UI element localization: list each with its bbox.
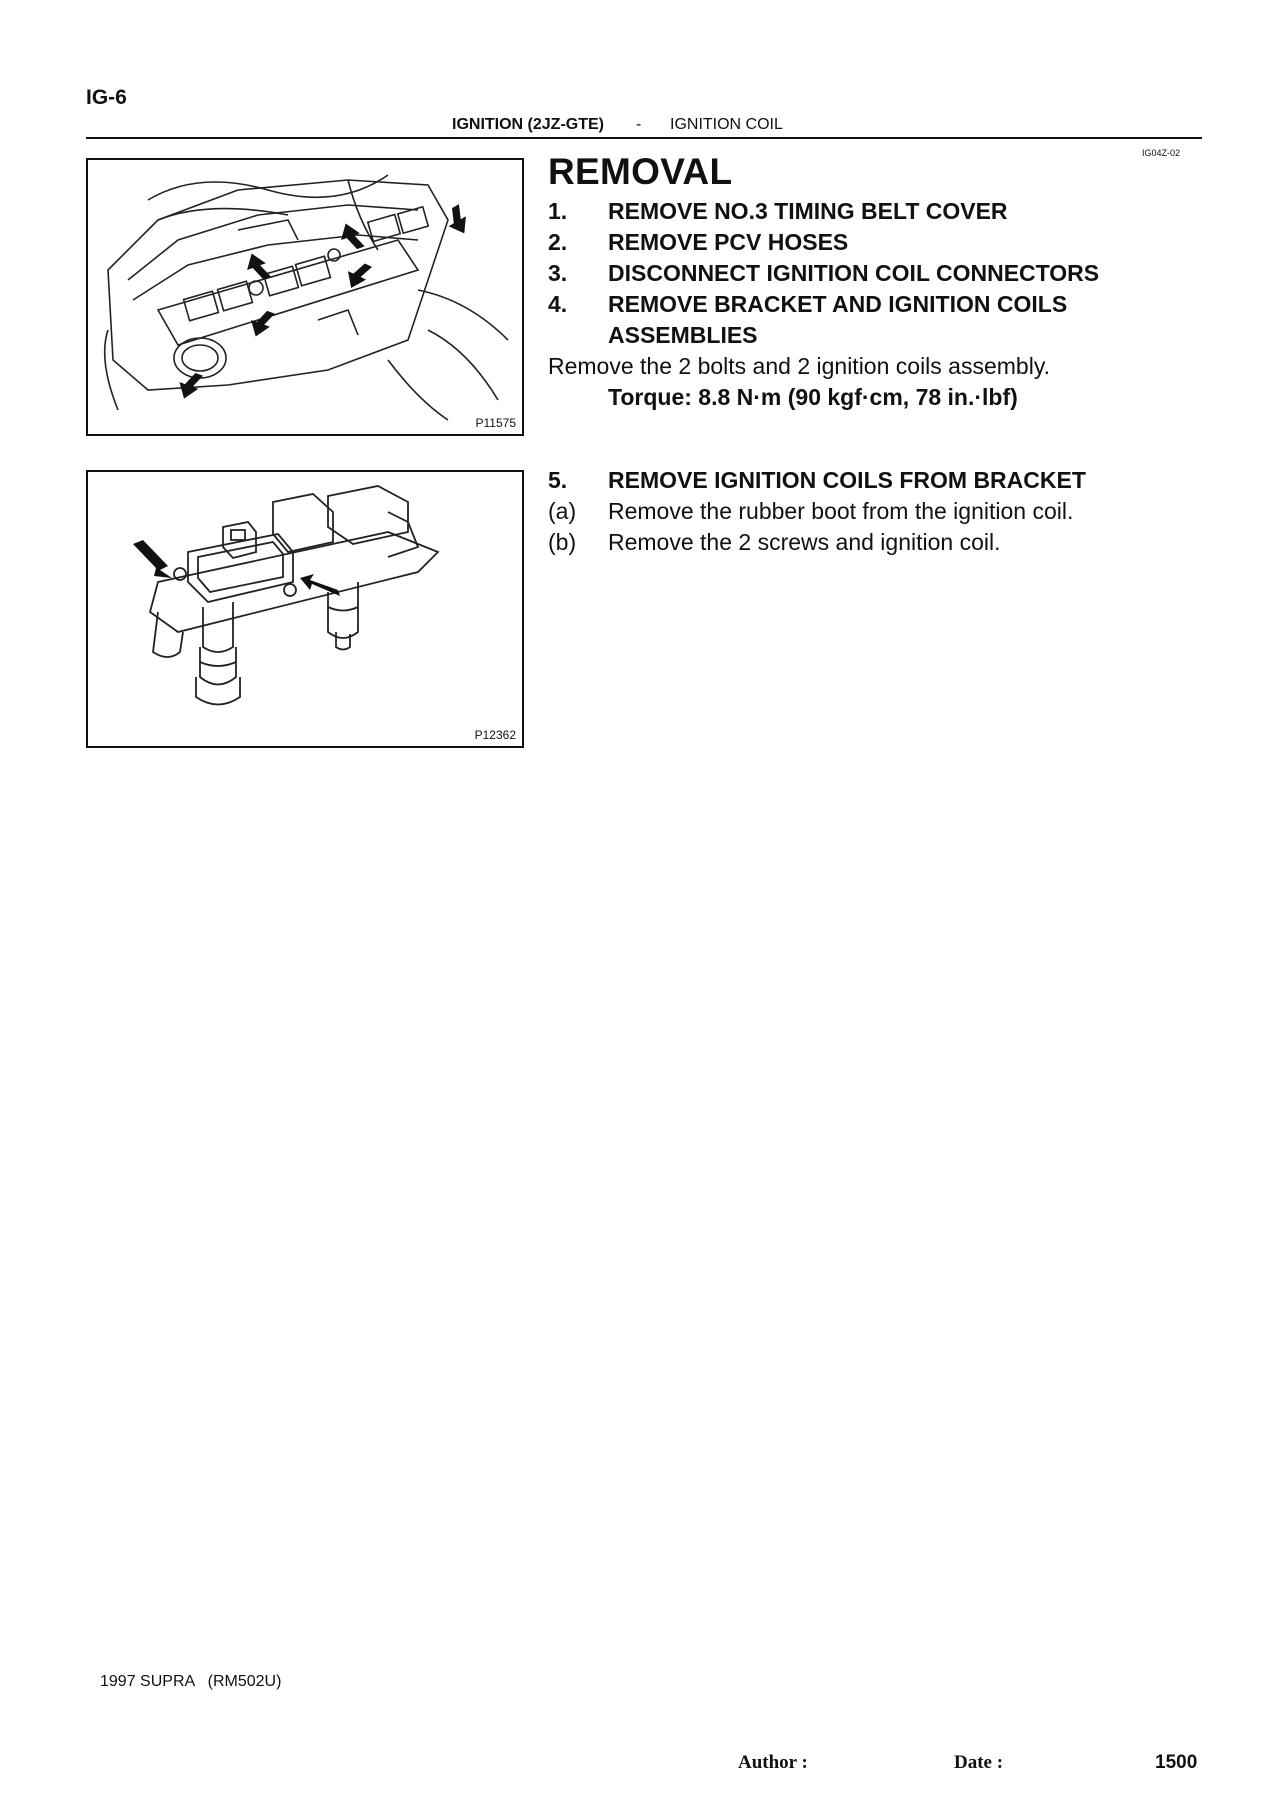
header-separator: - <box>636 116 642 133</box>
footer-author-label: Author : <box>738 1752 808 1773</box>
substep-number: (b) <box>548 529 577 555</box>
step-text: REMOVE IGNITION COILS FROM BRACKET <box>608 467 1086 493</box>
step-text: REMOVE BRACKET AND IGNITION COILS <box>608 291 1068 317</box>
footer-page-number: 1500 <box>1155 1752 1198 1773</box>
footer-model: 1997 SUPRA (RM502U) <box>100 1673 282 1690</box>
subsection-title: IGNITION COIL <box>670 116 783 133</box>
step-text-continued: ASSEMBLIES <box>608 322 758 348</box>
step-text: REMOVE PCV HOSES <box>608 229 849 255</box>
substep-text: Remove the rubber boot from the ignition coil. <box>608 498 1074 524</box>
doc-code: IG04Z-02 <box>1142 148 1181 158</box>
step-number: 4. <box>548 291 568 317</box>
step-text: REMOVE NO.3 TIMING BELT COVER <box>608 198 1008 224</box>
substep-number: (a) <box>548 498 577 524</box>
step-number: 5. <box>548 467 568 493</box>
figure-code: P12362 <box>474 728 516 742</box>
page-id: IG-6 <box>86 86 127 109</box>
figure-engine-coils <box>86 158 524 436</box>
header-rule <box>86 137 1202 139</box>
step-number: 3. <box>548 260 568 286</box>
step-number: 1. <box>548 198 568 224</box>
torque-spec: Torque: 8.8 N·m (90 kgf·cm, 78 in.·lbf) <box>608 384 1018 410</box>
coil-bracket-illustration <box>88 472 522 746</box>
figure-code: P11575 <box>475 416 516 430</box>
step-text: DISCONNECT IGNITION COIL CONNECTORS <box>608 260 1100 286</box>
engine-coils-illustration <box>88 160 522 434</box>
footer-date-label: Date : <box>954 1752 1004 1773</box>
page-title: REMOVAL <box>548 151 733 192</box>
step-number: 2. <box>548 229 568 255</box>
section-title: IGNITION (2JZ-GTE) <box>452 116 604 133</box>
substep-text: Remove the 2 screws and ignition coil. <box>608 529 1001 555</box>
step-4-body: Remove the 2 bolts and 2 ignition coils assembly. <box>548 353 1051 379</box>
figure-coil-bracket <box>86 470 524 748</box>
